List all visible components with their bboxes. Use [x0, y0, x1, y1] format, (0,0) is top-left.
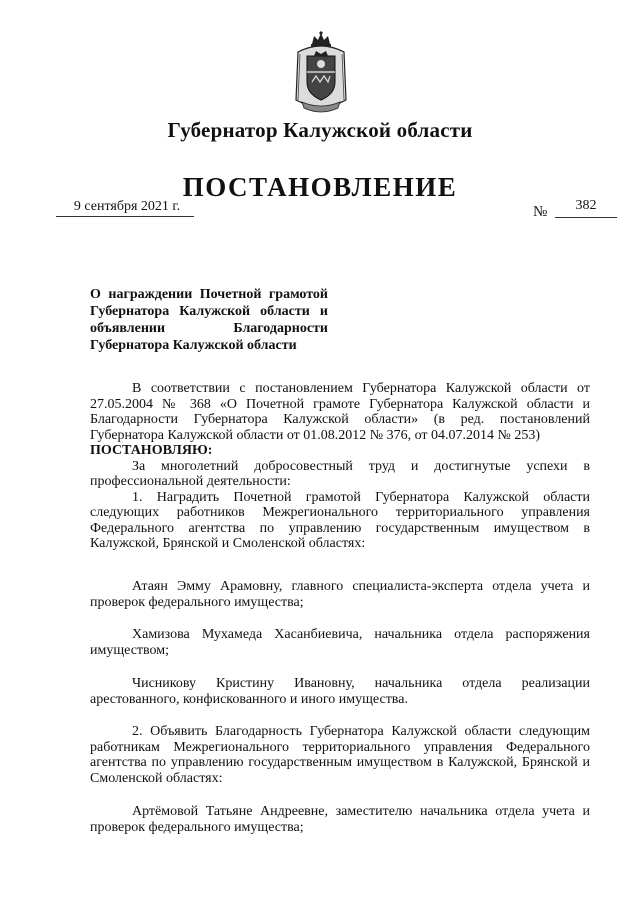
person-1-text: Атаян Эмму Арамовну, главного специалиста-эксперта отдела учета и проверок федерального имущества; [90, 579, 590, 610]
reason-text: За многолетний добросовестный труд и достигнутые успехи в профессиональной деятельности: [90, 458, 590, 489]
award-person-2 [90, 627, 590, 658]
gratitude-person-1-text: Артёмовой Татьяне Андреевне, заместителю начальника отдела учета и проверок федерального имущества; [90, 804, 590, 835]
coat-of-arms-emblem [292, 30, 350, 116]
document-date: 9 сентября 2021 г. [56, 199, 194, 217]
award-person-1 [90, 579, 590, 610]
preamble-text: В соответствии с постановлением Губернатора Калужской области от 27.05.2004 № 368 «О Почетной грамоте Губернатора Калужской области и Благодарности Губернатора Калужской области» (в ред. постановлений Губернатора Калужской области от 01.08.2012 № 376, от 04.07.2014 № 253) [90, 381, 590, 443]
document-number: 382 [555, 198, 617, 218]
number-sign: № [533, 204, 548, 220]
authority-heading: Губернатор Калужской области [167, 118, 473, 142]
person-2-text: Хамизова Мухамеда Хасанбиевича, начальника отдела распоряжения имуществом; [90, 627, 590, 658]
gratitude-person-1 [90, 804, 590, 835]
document-type-title: ПОСТАНОВЛЕНИЕ [182, 172, 458, 202]
award-person-3 [90, 676, 590, 707]
person-3-text: Чисникову Кристину Ивановну, начальника отдела реализации арестованного, конфискованного и иного имущества. [90, 676, 590, 707]
item-2-text: 2. Объявить Благодарность Губернатора Калужской области следующим работникам Межрегионального территориального управления Федерального агентства по управлению государственным имуществом в Калужской, Брянской и Смоленской областях: [90, 724, 590, 786]
document-subject: О награждении Почетной грамотой Губернатора Калужской области и объявлении Благодарности Губернатора Калужской области [90, 287, 328, 353]
item-1-text: 1. Наградить Почетной грамотой Губернатора Калужской области следующих работников Межрегионального территориального управления Федерального агентства по управлению государственным имуществом в Калужской, Брянской и Смоленской областях: [90, 489, 590, 551]
preamble-block [90, 381, 590, 552]
item-2-block [90, 724, 590, 786]
decree-word: ПОСТАНОВЛЯЮ: [90, 443, 213, 458]
